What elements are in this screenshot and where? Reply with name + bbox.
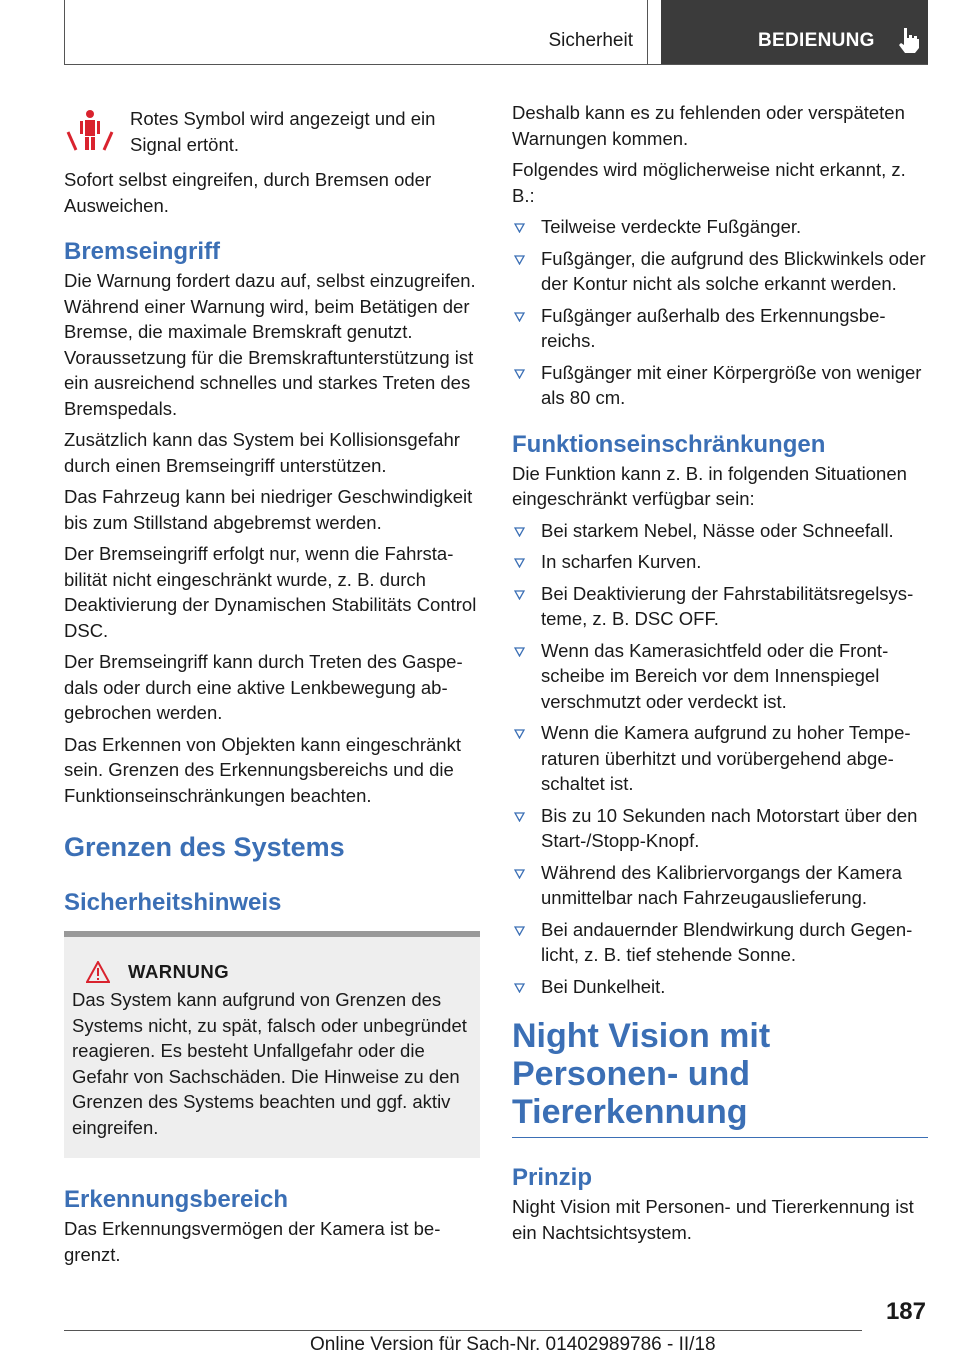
not-detected-list xyxy=(512,214,928,411)
heading-grenzen: Grenzen des Systems xyxy=(64,832,345,862)
list-item xyxy=(512,360,928,411)
react-paragraph: Sofort selbst eingreifen, durch Bremsen oder Ausweichen. xyxy=(64,169,432,216)
list-item xyxy=(512,974,928,1000)
list-item xyxy=(512,803,928,854)
heading-prinzip: Prinzip xyxy=(512,1164,593,1191)
triangle-bullet-icon xyxy=(514,223,525,233)
list-item-text: Bis zu 10 Sekunden nach Motorstart über den Start-/Stopp-Knopf. xyxy=(541,804,918,851)
right-paragraph-1: Deshalb kann es zu fehlenden oder verspäteten Warnungen kommen. xyxy=(512,102,905,149)
header-section-tab xyxy=(64,0,648,64)
footer-rule xyxy=(64,1330,862,1331)
list-item-text: Bei Deaktivierung der Fahrstabilitätsregelsysteme, z. B. DSC OFF. xyxy=(541,582,914,629)
heading-erkennungsbereich: Erkennungsbereich xyxy=(64,1186,289,1213)
triangle-bullet-icon xyxy=(514,312,525,322)
list-item xyxy=(512,917,928,968)
triangle-bullet-icon xyxy=(514,647,525,657)
list-item xyxy=(512,638,928,715)
list-item-text: Fußgänger, die aufgrund des Blickwinkels oder der Kontur nicht als solche erkannt werden. xyxy=(541,247,926,294)
erkennung-paragraph: Das Erkennungsvermögen der Kamera ist begrenzt. xyxy=(64,1218,441,1265)
header-chapter-title: BEDIENUNG xyxy=(758,30,875,51)
heading-sicherheitshinweis: Sicherheitshinweis xyxy=(64,889,282,916)
triangle-bullet-icon xyxy=(514,527,525,537)
bremseingriff-paragraph-2: Zusätzlich kann das System bei Kollisionsgefahr durch einen Bremseingriff unterstützen. xyxy=(64,429,460,476)
list-item-text: Bei starkem Nebel, Nässe oder Schneefall. xyxy=(541,519,894,541)
list-item xyxy=(512,303,928,354)
list-item-text: Fußgänger mit einer Körpergröße von weniger als 80 cm. xyxy=(541,361,922,408)
list-item-text: Während des Kalibriervorgangs der Kamera unmittelbar nach Fahrzeugauslieferung. xyxy=(541,861,902,908)
triangle-bullet-icon xyxy=(514,812,525,822)
bremseingriff-paragraph-6: Das Erkennen von Objekten kann eingeschränkt sein. Grenzen des Erkennungsbereichs und die Funktionseinschränkungen beachten. xyxy=(64,733,461,806)
limitations-list xyxy=(512,518,928,1000)
list-item-text: Wenn das Kamerasichtfeld oder die Frontscheibe im Bereich vor dem Innenspiegel verschmutzt oder verdeckt ist. xyxy=(541,639,889,712)
list-item-text: Bei Dunkelheit. xyxy=(541,975,666,997)
list-item-text: Fußgänger außerhalb des Erkennungsbereichs. xyxy=(541,304,886,351)
list-item xyxy=(512,214,928,240)
left-column xyxy=(64,100,480,1273)
list-item xyxy=(512,581,928,632)
header-rule xyxy=(64,64,928,65)
bremseingriff-paragraph-4: Der Bremseingriff erfolgt nur, wenn die Fahrstabilität nicht eingeschränkt wurde, z. B. durch Deaktivierung der Dynamischen Stabilitäts Control DSC. xyxy=(64,543,477,641)
warning-box-title-text: WARNUNG xyxy=(128,961,230,982)
list-item-text: Wenn die Kamera aufgrund zu hoher Temperaturen überhitzt und vorübergehend abgeschaltet ist. xyxy=(541,722,911,794)
footer-online-version: Online Version für Sach-Nr. 01402989786 - II/18 xyxy=(310,1334,716,1355)
bremseingriff-paragraph-5: Der Bremseingriff kann durch Treten des Gaspedals oder durch eine aktive Lenkbewegung abgebrochen werden. xyxy=(64,651,463,723)
list-item xyxy=(512,860,928,911)
triangle-bullet-icon xyxy=(514,729,525,739)
list-item-text: Bei andauernder Blendwirkung durch Gegenlicht, z. B. tief stehende Sonne. xyxy=(541,918,913,965)
header-chapter-tab xyxy=(661,0,928,64)
list-item-text: In scharfen Kurven. xyxy=(541,551,702,572)
warning-box-text: Das System kann aufgrund von Grenzen des Systems nicht, zu spät, falsch oder unbegründet reagieren. Es besteht Unfallgefahr oder die Gefahr von Sachschäden. Die Hinweise zu den Grenzen des Systems beachten und ggf. aktiv eingreifen. xyxy=(72,989,467,1138)
triangle-bullet-icon xyxy=(514,369,525,379)
pedestrian-warning-icon xyxy=(64,106,116,152)
warning-box xyxy=(64,931,480,1158)
heading-night-vision: Night Vision mit Personen- und Tiererkennung xyxy=(512,1017,771,1131)
triangle-bullet-icon xyxy=(514,558,525,568)
symbol-note xyxy=(64,106,480,157)
heading-bremseingriff: Bremseingriff xyxy=(64,238,221,265)
warning-triangle-icon xyxy=(86,961,110,983)
header-section-title: Sicherheit xyxy=(548,30,633,51)
heading-funktionseinschraenkungen: Funktionseinschränkungen xyxy=(512,430,826,458)
hand-pointer-icon xyxy=(896,26,922,54)
bremseingriff-paragraph-1: Die Warnung fordert dazu auf, selbst einzugreifen. Während einer Warnung wird, beim Betätigen der Bremse, die maximale Bremskraft genutzt. Voraussetzung für die Bremskraftunterstützung ist ein ausreichend schnelles und starkes Treten des Bremspedals. xyxy=(64,270,476,419)
triangle-bullet-icon xyxy=(514,926,525,936)
right-paragraph-2: Folgendes wird möglicherweise nicht erkannt, z. B.: xyxy=(512,159,906,206)
triangle-bullet-icon xyxy=(514,983,525,993)
funktion-paragraph: Die Funktion kann z. B. in folgenden Situationen eingeschränkt verfügbar sein: xyxy=(512,462,907,509)
symbol-note-text: Rotes Symbol wird angezeigt und ein Signal ertönt. xyxy=(130,108,436,155)
prinzip-paragraph: Night Vision mit Personen- und Tiererkennung ist ein Nachtsichtsystem. xyxy=(512,1196,914,1243)
list-item xyxy=(512,246,928,297)
warning-box-title xyxy=(72,961,472,983)
list-item xyxy=(512,549,928,575)
night-vision-heading-wrap xyxy=(512,1017,928,1138)
triangle-bullet-icon xyxy=(514,255,525,265)
list-item-text: Teilweise verdeckte Fußgänger. xyxy=(541,216,802,237)
triangle-bullet-icon xyxy=(514,590,525,600)
right-column xyxy=(512,100,928,1251)
bremseingriff-paragraph-3: Das Fahrzeug kann bei niedriger Geschwindigkeit bis zum Stillstand abgebremst werden. xyxy=(64,486,473,533)
triangle-bullet-icon xyxy=(514,869,525,879)
list-item xyxy=(512,720,928,797)
page-number: 187 xyxy=(885,1298,926,1325)
list-item xyxy=(512,518,928,544)
